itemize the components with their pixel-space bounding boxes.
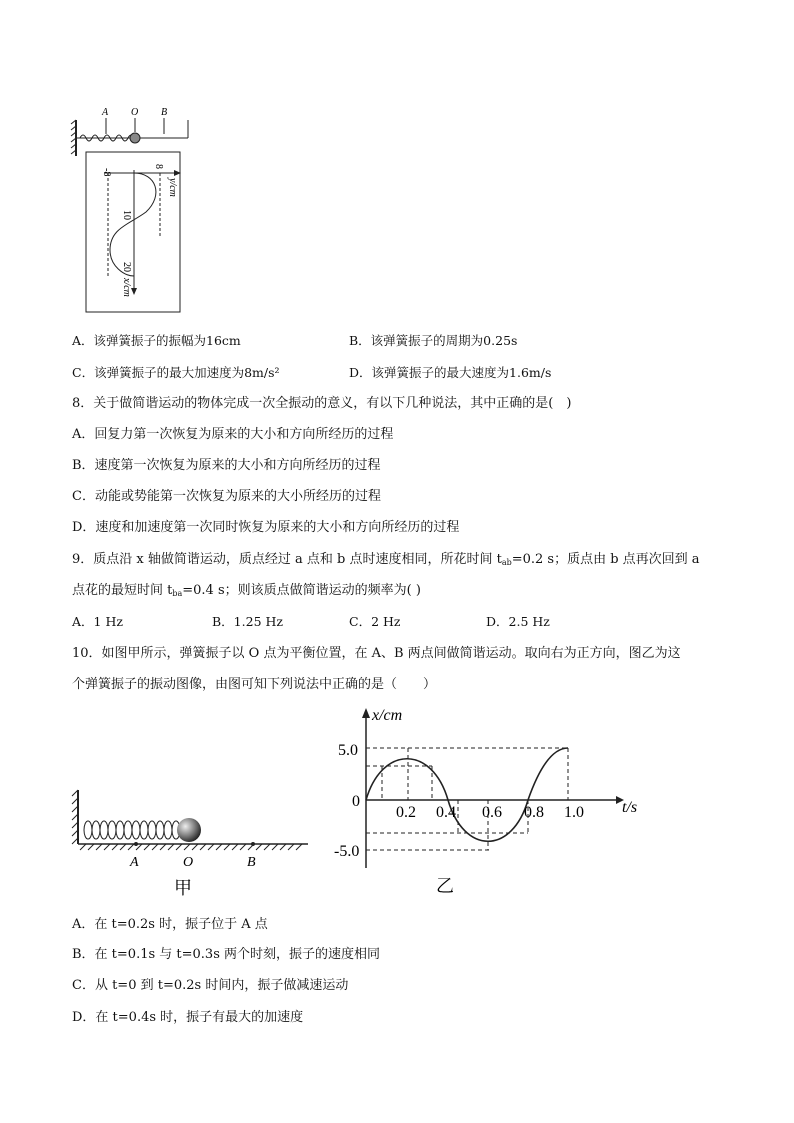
figure-jia-spring <box>70 782 315 902</box>
yi-y-tick-top: 5.0 <box>338 742 358 759</box>
yi-x-tick-0.2: 0.2 <box>396 804 416 821</box>
q9-stem-line2 <box>72 582 421 603</box>
jia-label-B: B <box>247 855 256 870</box>
tick-10: 10 <box>121 210 132 220</box>
yi-x-axis-label: t/s <box>622 799 638 816</box>
tick-20: 20 <box>121 262 132 272</box>
jia-label-A: A <box>130 855 139 870</box>
yi-x-tick-1.0: 1.0 <box>564 804 584 821</box>
label-A: A <box>102 107 109 118</box>
q10-stem-line2: 个弹簧振子的振动图像，由图可知下列说法中正确的是（ ） <box>72 677 437 692</box>
axis-y-label: y/cm <box>167 178 178 197</box>
q7-option-d: D．该弹簧振子的最大速度为1.6m/s <box>349 365 552 380</box>
q8-option-d: D．速度和加速度第一次同时恢复为原来的大小和方向所经历的过程 <box>72 520 460 535</box>
yi-y-tick-bottom: -5.0 <box>334 843 360 860</box>
q9-sub-ab: ab <box>501 558 512 567</box>
tick-8: 8 <box>153 164 164 169</box>
jia-caption: 甲 <box>174 878 192 898</box>
q9-option-b: B．1.25 Hz <box>212 614 283 629</box>
yi-x-tick-0.8: 0.8 <box>524 804 544 821</box>
q9-option-d: D．2.5 Hz <box>486 614 550 629</box>
axis-x-label: x/cm <box>121 278 132 297</box>
q7-option-c: C．该弹簧振子的最大加速度为8m/s² <box>72 365 280 380</box>
q10-option-c: C．从 t=0 到 t=0.2s 时间内，振子做减速运动 <box>72 978 349 993</box>
q10-option-a: A．在 t=0.2s 时，振子位于 A 点 <box>72 917 268 932</box>
yi-caption: 乙 <box>436 876 454 896</box>
yi-sine-curve <box>366 748 568 841</box>
yi-x-tick-0.6: 0.6 <box>482 804 502 821</box>
q10-option-d: D．在 t=0.4s 时，振子有最大的加速度 <box>72 1010 304 1025</box>
q8-option-a: A．回复力第一次恢复为原来的大小和方向所经历的过程 <box>72 427 394 442</box>
q9-stem2-part-a: 点花的最短时间 t <box>72 583 173 598</box>
tick-neg8: -8 <box>101 168 112 177</box>
q8-stem: 8．关于做简谐运动的物体完成一次全振动的意义，有以下几种说法，其中正确的是( ) <box>72 396 572 411</box>
q9-stem-line1 <box>72 551 700 572</box>
yi-x-tick-0.4: 0.4 <box>436 804 456 821</box>
q9-sub-ba: ba <box>172 589 183 598</box>
yi-y-axis-label: x/cm <box>372 707 403 724</box>
q10-stem-line1: 10．如图甲所示，弹簧振子以 O 点为平衡位置，在 A、B 两点间做简谐运动。取向右为正方向，图乙为这 <box>72 646 681 661</box>
q8-option-b: B．速度第一次恢复为原来的大小和方向所经历的过程 <box>72 458 381 473</box>
label-B: B <box>161 107 168 118</box>
q10-option-b: B．在 t=0.1s 与 t=0.3s 两个时刻，振子的速度相同 <box>72 947 381 962</box>
label-O: O <box>131 107 139 118</box>
q9-stem1-part-b: =0.2 s；质点由 b 点再次回到 a <box>511 552 700 567</box>
q9-option-a: A．1 Hz <box>72 614 123 629</box>
spring-vibration-figure-top <box>68 100 198 315</box>
jia-label-O: O <box>183 855 194 870</box>
q7-option-b: B．该弹簧振子的周期为0.25s <box>349 333 518 348</box>
yi-y-tick-zero: 0 <box>352 793 360 810</box>
q9-option-c: C．2 Hz <box>349 614 401 629</box>
q8-option-c: C．动能或势能第一次恢复为原来的大小所经历的过程 <box>72 489 381 504</box>
figure-yi-graph <box>332 700 652 900</box>
q9-stem2-part-b: =0.4 s；则该质点做简谐运动的频率为( ) <box>182 583 421 598</box>
q7-option-a: A．该弹簧振子的振幅为16cm <box>72 333 241 348</box>
q9-stem1-part-a: 9．质点沿 x 轴做简谐运动，质点经过 a 点和 b 点时速度相同，所花时间 t <box>72 552 502 567</box>
